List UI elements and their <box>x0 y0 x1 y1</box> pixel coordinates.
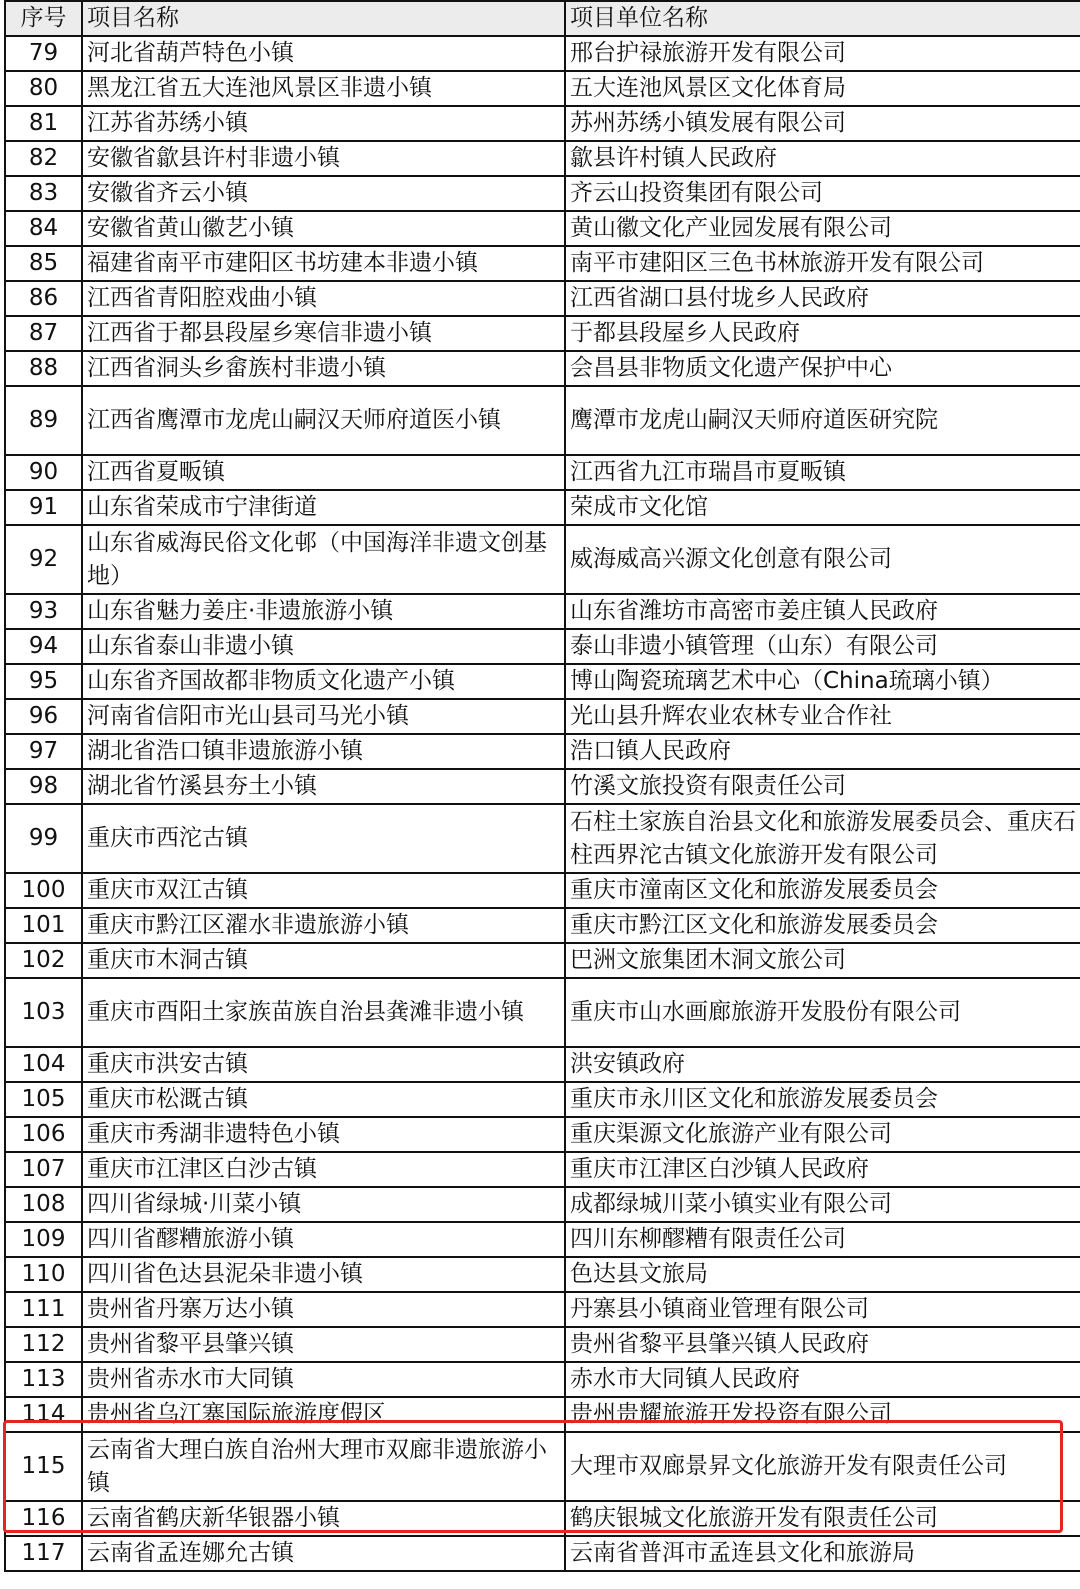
table-row <box>5 1257 1080 1292</box>
project-unit-cell: 南平市建阳区三色书林旅游开发有限公司 <box>565 246 1080 281</box>
project-unit-cell: 五大连池风景区文化体育局 <box>565 71 1080 106</box>
project-name-cell: 贵州省乌江寨国际旅游度假区 <box>82 1397 565 1432</box>
serial-number-cell: 108 <box>5 1187 82 1222</box>
serial-number-cell: 83 <box>5 176 82 211</box>
table-row <box>5 1292 1080 1327</box>
project-unit-cell: 云南省普洱市孟连县文化和旅游局 <box>565 1536 1080 1571</box>
serial-number-cell: 79 <box>5 36 82 71</box>
project-name-cell: 重庆市双江古镇 <box>82 873 565 908</box>
table-row <box>5 1362 1080 1397</box>
serial-number-cell: 115 <box>5 1432 82 1501</box>
table-row <box>5 734 1080 769</box>
project-name-cell: 安徽省歙县许村非遗小镇 <box>82 141 565 176</box>
table-row <box>5 281 1080 316</box>
table-row <box>5 36 1080 71</box>
table-row <box>5 594 1080 629</box>
project-unit-cell: 贵州贵耀旅游开发投资有限公司 <box>565 1397 1080 1432</box>
table-row <box>5 873 1080 908</box>
serial-number-cell: 109 <box>5 1222 82 1257</box>
serial-number-cell: 90 <box>5 455 82 490</box>
project-name-cell: 江西省于都县段屋乡寒信非遗小镇 <box>82 316 565 351</box>
serial-number-cell: 101 <box>5 908 82 943</box>
project-unit-cell: 苏州苏绣小镇发展有限公司 <box>565 106 1080 141</box>
table-row <box>5 351 1080 386</box>
project-name-cell: 重庆市洪安古镇 <box>82 1047 565 1082</box>
project-name-cell: 贵州省丹寨万达小镇 <box>82 1292 565 1327</box>
project-name-cell: 黑龙江省五大连池风景区非遗小镇 <box>82 71 565 106</box>
project-unit-cell: 丹寨县小镇商业管理有限公司 <box>565 1292 1080 1327</box>
serial-number-cell: 86 <box>5 281 82 316</box>
project-name-cell: 四川省醪糟旅游小镇 <box>82 1222 565 1257</box>
serial-number-cell: 107 <box>5 1152 82 1187</box>
table-row <box>5 629 1080 664</box>
table-row <box>5 141 1080 176</box>
project-name-cell: 山东省齐国故都非物质文化遗产小镇 <box>82 664 565 699</box>
table-row <box>5 664 1080 699</box>
project-name-cell: 重庆市西沱古镇 <box>82 804 565 873</box>
serial-number-cell: 112 <box>5 1327 82 1362</box>
project-name-cell: 湖北省竹溪县夯土小镇 <box>82 769 565 804</box>
table-row <box>5 1432 1080 1501</box>
header-project-name: 项目名称 <box>82 1 565 36</box>
project-unit-cell: 江西省九江市瑞昌市夏畈镇 <box>565 455 1080 490</box>
header-serial-number: 序号 <box>5 1 82 36</box>
project-name-cell: 山东省泰山非遗小镇 <box>82 629 565 664</box>
project-unit-cell: 重庆市永川区文化和旅游发展委员会 <box>565 1082 1080 1117</box>
project-unit-cell: 鹤庆银城文化旅游开发有限责任公司 <box>565 1501 1080 1536</box>
table-row <box>5 1047 1080 1082</box>
project-name-cell: 云南省鹤庆新华银器小镇 <box>82 1501 565 1536</box>
serial-number-cell: 105 <box>5 1082 82 1117</box>
project-name-cell: 重庆市松溉古镇 <box>82 1082 565 1117</box>
table-row <box>5 943 1080 978</box>
header-project-unit: 项目单位名称 <box>565 1 1080 36</box>
table-row <box>5 71 1080 106</box>
project-unit-cell: 鹰潭市龙虎山嗣汉天师府道医研究院 <box>565 386 1080 455</box>
serial-number-cell: 91 <box>5 490 82 525</box>
project-name-cell: 重庆市酉阳土家族苗族自治县龚滩非遗小镇 <box>82 978 565 1047</box>
table-row <box>5 211 1080 246</box>
project-unit-cell: 会昌县非物质文化遗产保护中心 <box>565 351 1080 386</box>
project-name-cell: 安徽省齐云小镇 <box>82 176 565 211</box>
project-unit-cell: 于都县段屋乡人民政府 <box>565 316 1080 351</box>
table-row <box>5 386 1080 455</box>
project-unit-cell: 贵州省黎平县肇兴镇人民政府 <box>565 1327 1080 1362</box>
serial-number-cell: 98 <box>5 769 82 804</box>
project-unit-cell: 威海威高兴源文化创意有限公司 <box>565 525 1080 594</box>
table-row <box>5 525 1080 594</box>
project-unit-cell: 色达县文旅局 <box>565 1257 1080 1292</box>
project-name-cell: 四川省色达县泥朵非遗小镇 <box>82 1257 565 1292</box>
project-name-cell: 山东省荣成市宁津街道 <box>82 490 565 525</box>
serial-number-cell: 92 <box>5 525 82 594</box>
serial-number-cell: 117 <box>5 1536 82 1571</box>
project-name-cell: 河南省信阳市光山县司马光小镇 <box>82 699 565 734</box>
table-row <box>5 1397 1080 1432</box>
serial-number-cell: 85 <box>5 246 82 281</box>
project-name-cell: 重庆市秀湖非遗特色小镇 <box>82 1117 565 1152</box>
project-name-cell: 江苏省苏绣小镇 <box>82 106 565 141</box>
serial-number-cell: 110 <box>5 1257 82 1292</box>
serial-number-cell: 100 <box>5 873 82 908</box>
table-row <box>5 1536 1080 1571</box>
table-row <box>5 769 1080 804</box>
table-row <box>5 804 1080 873</box>
serial-number-cell: 96 <box>5 699 82 734</box>
project-unit-cell: 泰山非遗小镇管理（山东）有限公司 <box>565 629 1080 664</box>
project-unit-cell: 成都绿城川菜小镇实业有限公司 <box>565 1187 1080 1222</box>
project-name-cell: 重庆市黔江区濯水非遗旅游小镇 <box>82 908 565 943</box>
serial-number-cell: 95 <box>5 664 82 699</box>
project-name-cell: 江西省鹰潭市龙虎山嗣汉天师府道医小镇 <box>82 386 565 455</box>
project-name-cell: 贵州省赤水市大同镇 <box>82 1362 565 1397</box>
serial-number-cell: 94 <box>5 629 82 664</box>
table-row <box>5 1152 1080 1187</box>
project-name-cell: 河北省葫芦特色小镇 <box>82 36 565 71</box>
serial-number-cell: 93 <box>5 594 82 629</box>
project-name-cell: 湖北省浩口镇非遗旅游小镇 <box>82 734 565 769</box>
project-unit-cell: 黄山徽文化产业园发展有限公司 <box>565 211 1080 246</box>
table-row <box>5 1187 1080 1222</box>
serial-number-cell: 97 <box>5 734 82 769</box>
serial-number-cell: 103 <box>5 978 82 1047</box>
project-unit-cell: 歙县许村镇人民政府 <box>565 141 1080 176</box>
project-unit-cell: 江西省湖口县付垅乡人民政府 <box>565 281 1080 316</box>
table-row <box>5 699 1080 734</box>
project-unit-cell: 四川东柳醪糟有限责任公司 <box>565 1222 1080 1257</box>
serial-number-cell: 99 <box>5 804 82 873</box>
project-unit-cell: 赤水市大同镇人民政府 <box>565 1362 1080 1397</box>
project-unit-cell: 浩口镇人民政府 <box>565 734 1080 769</box>
project-unit-cell: 洪安镇政府 <box>565 1047 1080 1082</box>
project-unit-cell: 竹溪文旅投资有限责任公司 <box>565 769 1080 804</box>
project-name-cell: 江西省夏畈镇 <box>82 455 565 490</box>
project-unit-cell: 重庆市山水画廊旅游开发股份有限公司 <box>565 978 1080 1047</box>
serial-number-cell: 88 <box>5 351 82 386</box>
project-name-cell: 福建省南平市建阳区书坊建本非遗小镇 <box>82 246 565 281</box>
project-name-cell: 贵州省黎平县肇兴镇 <box>82 1327 565 1362</box>
project-name-cell: 山东省魅力姜庄·非遗旅游小镇 <box>82 594 565 629</box>
serial-number-cell: 80 <box>5 71 82 106</box>
serial-number-cell: 87 <box>5 316 82 351</box>
project-unit-cell: 邢台护禄旅游开发有限公司 <box>565 36 1080 71</box>
project-unit-cell: 博山陶瓷琉璃艺术中心（China琉璃小镇） <box>565 664 1080 699</box>
serial-number-cell: 104 <box>5 1047 82 1082</box>
serial-number-cell: 81 <box>5 106 82 141</box>
project-unit-cell: 大理市双廊景昇文化旅游开发有限责任公司 <box>565 1432 1080 1501</box>
project-unit-cell: 齐云山投资集团有限公司 <box>565 176 1080 211</box>
serial-number-cell: 102 <box>5 943 82 978</box>
project-table <box>4 0 1080 1572</box>
table-row <box>5 1222 1080 1257</box>
project-name-cell: 江西省青阳腔戏曲小镇 <box>82 281 565 316</box>
project-unit-cell: 重庆市黔江区文化和旅游发展委员会 <box>565 908 1080 943</box>
table-row <box>5 1327 1080 1362</box>
project-name-cell: 江西省洞头乡畲族村非遗小镇 <box>82 351 565 386</box>
serial-number-cell: 113 <box>5 1362 82 1397</box>
serial-number-cell: 89 <box>5 386 82 455</box>
project-name-cell: 重庆市江津区白沙古镇 <box>82 1152 565 1187</box>
table-row <box>5 1082 1080 1117</box>
serial-number-cell: 114 <box>5 1397 82 1432</box>
project-unit-cell: 山东省潍坊市高密市姜庄镇人民政府 <box>565 594 1080 629</box>
table-row <box>5 455 1080 490</box>
table-row <box>5 490 1080 525</box>
project-name-cell: 山东省威海民俗文化邨（中国海洋非遗文创基地） <box>82 525 565 594</box>
serial-number-cell: 84 <box>5 211 82 246</box>
table-row <box>5 978 1080 1047</box>
table-row <box>5 176 1080 211</box>
serial-number-cell: 82 <box>5 141 82 176</box>
project-name-cell: 云南省孟连娜允古镇 <box>82 1536 565 1571</box>
table-row <box>5 316 1080 351</box>
table-row <box>5 246 1080 281</box>
table-header-row <box>5 1 1080 36</box>
project-unit-cell: 光山县升辉农业农林专业合作社 <box>565 699 1080 734</box>
serial-number-cell: 106 <box>5 1117 82 1152</box>
table-row <box>5 908 1080 943</box>
serial-number-cell: 116 <box>5 1501 82 1536</box>
project-name-cell: 安徽省黄山徽艺小镇 <box>82 211 565 246</box>
project-name-cell: 四川省绿城·川菜小镇 <box>82 1187 565 1222</box>
table-row <box>5 106 1080 141</box>
project-unit-cell: 重庆市潼南区文化和旅游发展委员会 <box>565 873 1080 908</box>
project-unit-cell: 重庆渠源文化旅游产业有限公司 <box>565 1117 1080 1152</box>
serial-number-cell: 111 <box>5 1292 82 1327</box>
project-name-cell: 云南省大理白族自治州大理市双廊非遗旅游小镇 <box>82 1432 565 1501</box>
project-unit-cell: 重庆市江津区白沙镇人民政府 <box>565 1152 1080 1187</box>
project-unit-cell: 石柱土家族自治县文化和旅游发展委员会、重庆石柱西界沱古镇文化旅游开发有限公司 <box>565 804 1080 873</box>
table-row <box>5 1501 1080 1536</box>
project-unit-cell: 荣成市文化馆 <box>565 490 1080 525</box>
project-unit-cell: 巴洲文旅集团木洞文旅公司 <box>565 943 1080 978</box>
project-name-cell: 重庆市木洞古镇 <box>82 943 565 978</box>
table-row <box>5 1117 1080 1152</box>
